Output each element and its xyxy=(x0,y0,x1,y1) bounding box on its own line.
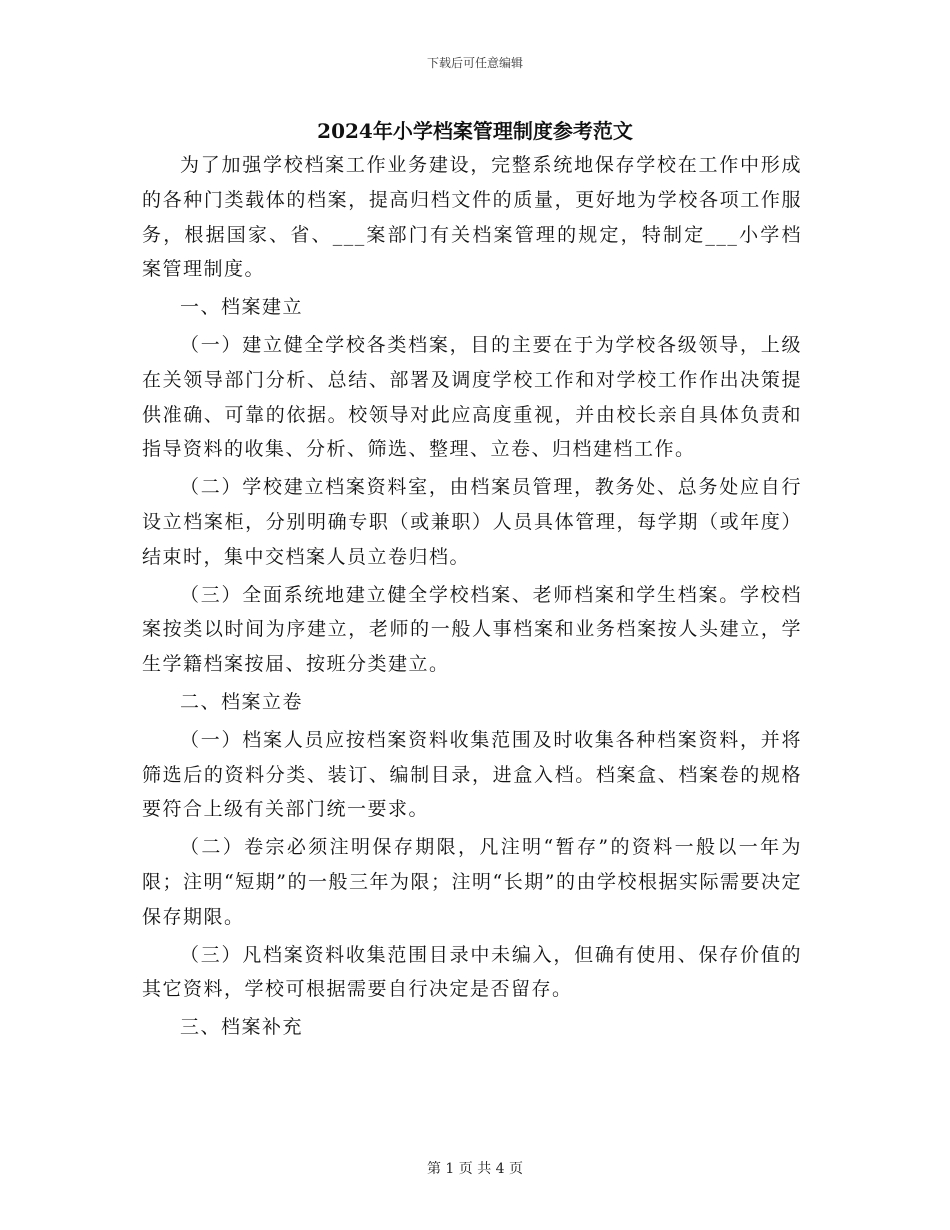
document-body xyxy=(142,148,802,1048)
section-1-item-1: （一）建立健全学校各类档案，目的主要在于为学校各级领导，上级在关领导部门分析、总结、部署及调度学校工作和对学校工作作出决策提供准确、可靠的依据。校领导对此应高度重视，并由校长亲自具体负责和指导资料的收集、分析、筛选、整理、立卷、归档建档工作。 xyxy=(142,333,802,461)
section-2-item-1: （一）档案人员应按档案资料收集范围及时收集各种档案资料，并将筛选后的资料分类、装订、编制目录，进盒入档。档案盒、档案卷的规格要符合上级有关部门统一要求。 xyxy=(142,728,802,821)
section-1-item-2: （二）学校建立档案资料室，由档案员管理，教务处、总务处应自行设立档案柜，分别明确专职（或兼职）人员具体管理，每学期（或年度）结束时，集中交档案人员立卷归档。 xyxy=(142,476,802,568)
intro-paragraph: 为了加强学校档案工作业务建设，完整系统地保存学校在工作中形成的各种门类载体的档案，提高归档文件的质量，更好地为学校各项工作服务，根据国家、省、___案部门有关档案管理的规定，特制定___小学档案管理制度。 xyxy=(142,154,802,281)
header-note: 下载后可任意编辑 xyxy=(426,56,523,70)
section-2-item-2: （二）卷宗必须注明保存期限，凡注明“暂存”的资料一般以一年为限；注明“短期”的一般三年为限；注明“长期”的由学校根据实际需要决定保存期限。 xyxy=(142,836,802,928)
section-heading-1: 一、档案建立 xyxy=(180,296,304,319)
section-1-item-3: （三）全面系统地建立健全学校档案、老师档案和学生档案。学校档案按类以时间为序建立，老师的一般人事档案和业务档案按人头建立，学生学籍档案按届、按班分类建立。 xyxy=(142,583,802,676)
section-heading-2: 二、档案立卷 xyxy=(180,690,304,713)
document-title: 2024年小学档案管理制度参考范文 xyxy=(317,119,633,143)
page-number: 第 1 页 共 4 页 xyxy=(426,1161,524,1177)
section-heading-3: 三、档案补充 xyxy=(180,1016,304,1039)
section-2-item-3: （三）凡档案资料收集范围目录中未编入，但确有使用、保存价值的其它资料，学校可根据需要自行决定是否留存。 xyxy=(142,943,802,1001)
